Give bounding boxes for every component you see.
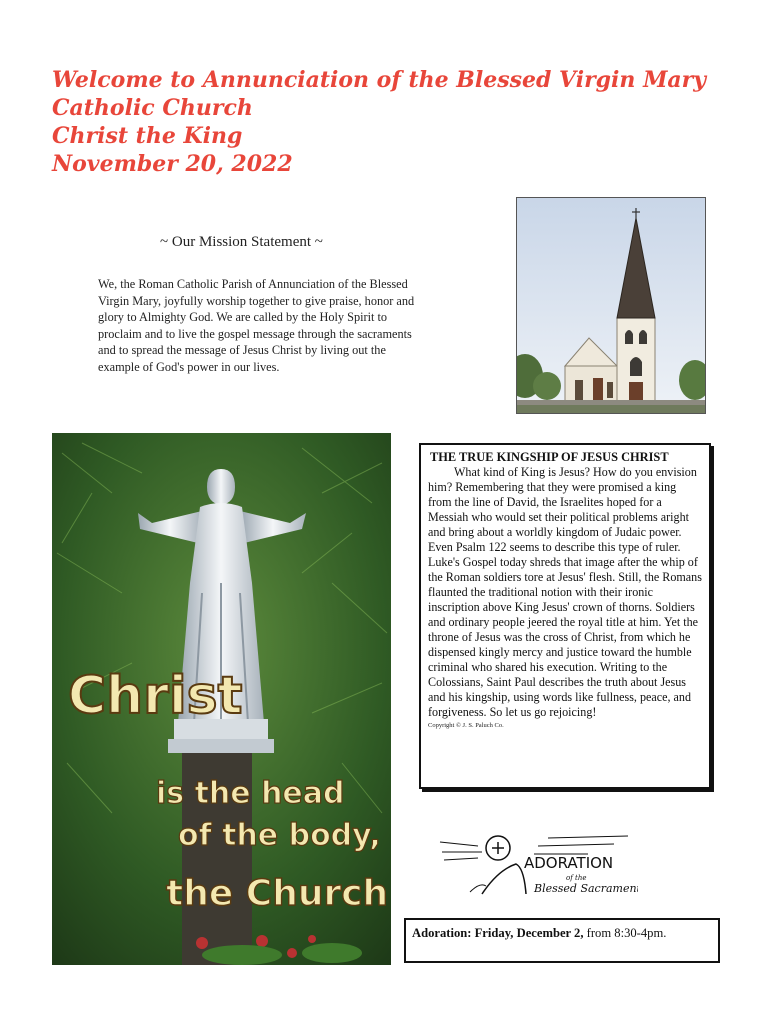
title-line-2: Catholic Church xyxy=(52,95,253,121)
poster-text-church: the Church xyxy=(166,873,389,914)
title-line-4: November 20, 2022 xyxy=(52,151,293,177)
mission-body: We, the Roman Catholic Parish of Annunciation of the Blessed Virgin Mary, joyfully worship together to give praise, honor and glory to Almighty God. We are called by the Holy Spirit to proclaim and to live the gospel message through the sacraments and to spread the message of Jesus Christ by living out the example of God's power in our lives. xyxy=(98,277,415,374)
adoration-logo-of-the: of the xyxy=(566,874,587,882)
title-line-3: Christ the King xyxy=(52,123,243,149)
article-title: THE TRUE KINGSHIP OF JESUS CHRIST xyxy=(430,450,669,464)
kingship-article xyxy=(419,443,711,789)
poster-text-head: is the head xyxy=(156,776,345,811)
christ-head-of-church-poster xyxy=(52,433,391,965)
poster-text-body: of the body, xyxy=(178,818,381,853)
adoration-logo-title: ADORATION xyxy=(524,854,614,872)
poster-text-christ: Christ xyxy=(68,666,243,726)
adoration-notice-time: from 8:30-4pm. xyxy=(583,926,667,940)
adoration-notice-date: Adoration: Friday, December 2, xyxy=(412,926,584,940)
bulletin-title xyxy=(52,66,706,178)
article-copyright: Copyright © J. S. Paluch Co. xyxy=(428,722,504,729)
adoration-logo-subtitle: Blessed Sacrament xyxy=(534,882,638,895)
adoration-notice xyxy=(404,918,720,963)
adoration-logo xyxy=(438,828,638,900)
title-line-1: Welcome to Annunciation of the Blessed Virgin Mary xyxy=(52,67,707,93)
mission-heading: ~ Our Mission Statement ~ xyxy=(160,234,323,250)
church-photo xyxy=(516,197,706,414)
article-body: What kind of King is Jesus? How do you envision him? Remembering that they were promised a king from the line of David, the Israelites hoped for a Messiah who would set their political problems aright and bring about a worldly kingdom of Judaic power. Even Psalm 122 seems to describe this type of ruler. Luke's Gospel today shreds that image after the whip of the Roman soldiers tore at Jesus' flesh. Still, the Romans flaunted the traditional notion with their ironic inscription above King Jesus' crown of thorns. Soldiers and ordinary people jeered the royal title at him. Yet the throne of Jesus was the cross of Christ, from which he dispensed kingly mercy and justice toward the humble criminal who shared his execution. Writing to the Colossians, Saint Paul describes the truth about Jesus and his kingship, using words like fullness, peace, and forgiveness. So let us go rejoicing! xyxy=(428,465,702,719)
